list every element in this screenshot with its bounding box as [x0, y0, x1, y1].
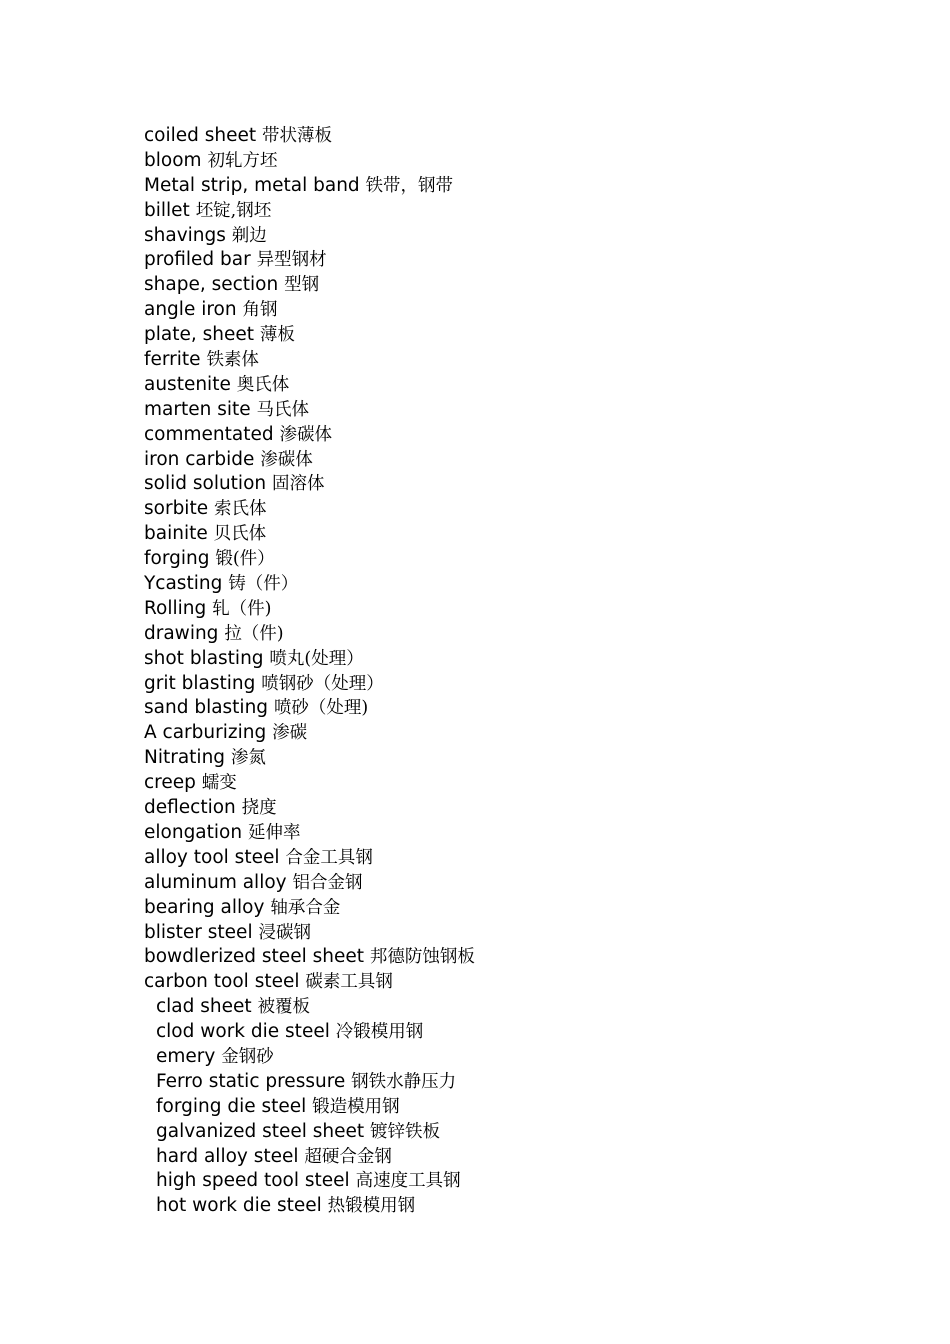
- glossary-entry: [144, 896, 904, 921]
- english-term: Ferro static pressure: [156, 1070, 352, 1092]
- chinese-term: 轴承合金: [270, 897, 341, 918]
- glossary-entry: [144, 1070, 904, 1095]
- english-term: carbon tool steel: [144, 971, 306, 993]
- english-term: creep: [144, 772, 202, 794]
- glossary-entry: [144, 1045, 904, 1070]
- chinese-term: 铁素体: [206, 350, 259, 371]
- english-term: grit blasting: [144, 672, 262, 694]
- english-term: galvanized steel sheet: [156, 1120, 371, 1142]
- english-term: Nitrating: [144, 747, 231, 769]
- english-term: clad sheet: [156, 996, 258, 1018]
- english-term: iron carbide: [144, 448, 261, 470]
- chinese-term: 锻(件）: [215, 549, 275, 570]
- chinese-term: 马氏体: [256, 399, 309, 420]
- glossary-entry: [144, 423, 904, 448]
- glossary-entry: [144, 1194, 904, 1219]
- chinese-term: 渗氮: [230, 748, 266, 769]
- chinese-term: 镀锌铁板: [370, 1121, 441, 1142]
- chinese-term: 异型钢材: [256, 250, 327, 271]
- english-term: sorbite: [144, 498, 214, 520]
- chinese-term: 渗碳体: [279, 424, 332, 445]
- english-term: forging: [144, 548, 216, 570]
- chinese-term: 奥氏体: [236, 374, 290, 395]
- chinese-term: 铁带，钢带: [365, 175, 454, 196]
- english-term: shape, section: [144, 274, 285, 296]
- chinese-term: 超硬合金钢: [304, 1146, 392, 1167]
- chinese-term: 带状薄板: [262, 126, 333, 146]
- chinese-term: 浸碳钢: [258, 922, 311, 943]
- chinese-term: 贝氏体: [213, 524, 267, 545]
- chinese-term: 冷锻模用钢: [335, 1022, 424, 1043]
- english-term: austenite: [144, 373, 237, 395]
- glossary-entry: [144, 746, 904, 771]
- english-term: aluminum alloy: [144, 871, 293, 893]
- glossary-entry: [144, 970, 904, 995]
- english-term: commentated: [144, 423, 280, 445]
- english-term: bowdlerized steel sheet: [144, 946, 370, 968]
- glossary-entry: [144, 1145, 904, 1170]
- english-term: solid solution: [144, 473, 273, 495]
- english-term: forging die steel: [156, 1095, 313, 1117]
- chinese-term: 金钢砂: [221, 1046, 274, 1067]
- chinese-term: 高速度工具钢: [355, 1171, 461, 1192]
- glossary-entry: [144, 995, 904, 1020]
- chinese-term: 渗碳: [272, 723, 308, 744]
- english-term: drawing: [144, 622, 225, 644]
- english-term: marten site: [144, 398, 257, 420]
- glossary-entry: [144, 821, 904, 846]
- english-term: hard alloy steel: [156, 1145, 305, 1167]
- glossary-entry: [144, 597, 904, 622]
- glossary-entry: [144, 846, 904, 871]
- chinese-term: 拉（件): [224, 623, 284, 644]
- english-term: angle iron: [144, 299, 243, 321]
- glossary-entry: [144, 1095, 904, 1120]
- glossary-entry: [144, 622, 904, 647]
- english-term: clod work die steel: [156, 1021, 336, 1043]
- english-term: bloom: [144, 149, 208, 171]
- glossary-entry: [144, 796, 904, 821]
- glossary-entry: [144, 298, 904, 323]
- glossary-entry: [144, 522, 904, 547]
- glossary-entry: [144, 373, 904, 398]
- glossary-entry: [144, 323, 904, 348]
- chinese-term: 渗碳体: [260, 449, 313, 470]
- glossary-entry: [144, 248, 904, 273]
- glossary-entry: [144, 348, 904, 373]
- chinese-term: 薄板: [259, 325, 295, 346]
- english-term: Rolling: [144, 597, 213, 619]
- glossary-entry: [144, 398, 904, 423]
- chinese-term: 铸（件）: [228, 574, 299, 595]
- chinese-term: 钢铁水静压力: [351, 1071, 457, 1092]
- chinese-term: 锻造模用钢: [312, 1096, 400, 1117]
- chinese-term: 邦德防蚀钢板: [369, 947, 475, 968]
- english-term: ferrite: [144, 349, 207, 371]
- chinese-term: 喷砂（处理): [273, 698, 369, 719]
- glossary-entry: [144, 497, 904, 522]
- english-term: bainite: [144, 523, 214, 545]
- chinese-term: 型钢: [284, 275, 320, 296]
- chinese-term: 剃边: [231, 225, 267, 246]
- english-term: billet: [144, 199, 196, 221]
- english-term: bearing alloy: [144, 896, 271, 918]
- english-term: emery: [156, 1045, 222, 1067]
- chinese-term: 蠕变: [201, 773, 237, 794]
- chinese-term: 挠度: [241, 798, 277, 819]
- glossary-entry: [144, 1120, 904, 1145]
- english-term: blister steel: [144, 921, 259, 943]
- english-term: elongation: [144, 821, 248, 843]
- chinese-term: 被覆板: [257, 997, 311, 1018]
- glossary-entry: [144, 547, 904, 572]
- glossary-entry: [144, 945, 904, 970]
- glossary-entry: [144, 672, 904, 697]
- glossary-list: [144, 124, 904, 1219]
- english-term: Ycasting: [144, 573, 229, 595]
- chinese-term: 索氏体: [213, 499, 267, 520]
- glossary-entry: [144, 448, 904, 473]
- chinese-term: 铝合金钢: [292, 872, 363, 893]
- english-term: profiled bar: [144, 249, 257, 271]
- english-term: deflection: [144, 797, 242, 819]
- chinese-term: 坯锭,钢坯: [195, 200, 272, 221]
- glossary-entry: [144, 224, 904, 249]
- chinese-term: 轧（件): [212, 598, 272, 619]
- chinese-term: 合金工具钢: [285, 847, 373, 868]
- english-term: high speed tool steel: [156, 1170, 356, 1192]
- english-term: Metal strip, metal band: [144, 174, 366, 196]
- glossary-entry: [144, 572, 904, 597]
- english-term: alloy tool steel: [144, 846, 286, 868]
- chinese-term: 初轧方坯: [207, 150, 278, 171]
- chinese-term: 延伸率: [247, 822, 301, 843]
- english-term: plate, sheet: [144, 324, 260, 346]
- glossary-entry: [144, 1020, 904, 1045]
- glossary-entry: [144, 472, 904, 497]
- glossary-entry: [144, 199, 904, 224]
- english-term: sand blasting: [144, 697, 274, 719]
- chinese-term: 喷丸(处理）: [269, 648, 364, 669]
- glossary-entry: [144, 921, 904, 946]
- glossary-entry: [144, 273, 904, 298]
- english-term: hot work die steel: [156, 1195, 328, 1217]
- glossary-entry: [144, 721, 904, 746]
- chinese-term: 喷钢砂（处理）: [261, 673, 384, 694]
- glossary-entry: [144, 149, 904, 174]
- glossary-entry: [144, 871, 904, 896]
- english-term: coiled sheet: [144, 125, 263, 146]
- chinese-term: 固溶体: [272, 474, 325, 495]
- glossary-entry: [144, 1169, 904, 1194]
- english-term: shavings: [144, 224, 232, 246]
- glossary-entry: [144, 647, 904, 672]
- glossary-entry: [144, 771, 904, 796]
- glossary-entry: [144, 696, 904, 721]
- chinese-term: 碳素工具钢: [305, 972, 393, 993]
- glossary-entry: [144, 174, 904, 199]
- english-term: shot blasting: [144, 647, 270, 669]
- chinese-term: 角钢: [242, 300, 278, 321]
- english-term: A carburizing: [144, 722, 273, 744]
- glossary-entry: [144, 124, 904, 149]
- chinese-term: 热锻模用钢: [327, 1196, 416, 1217]
